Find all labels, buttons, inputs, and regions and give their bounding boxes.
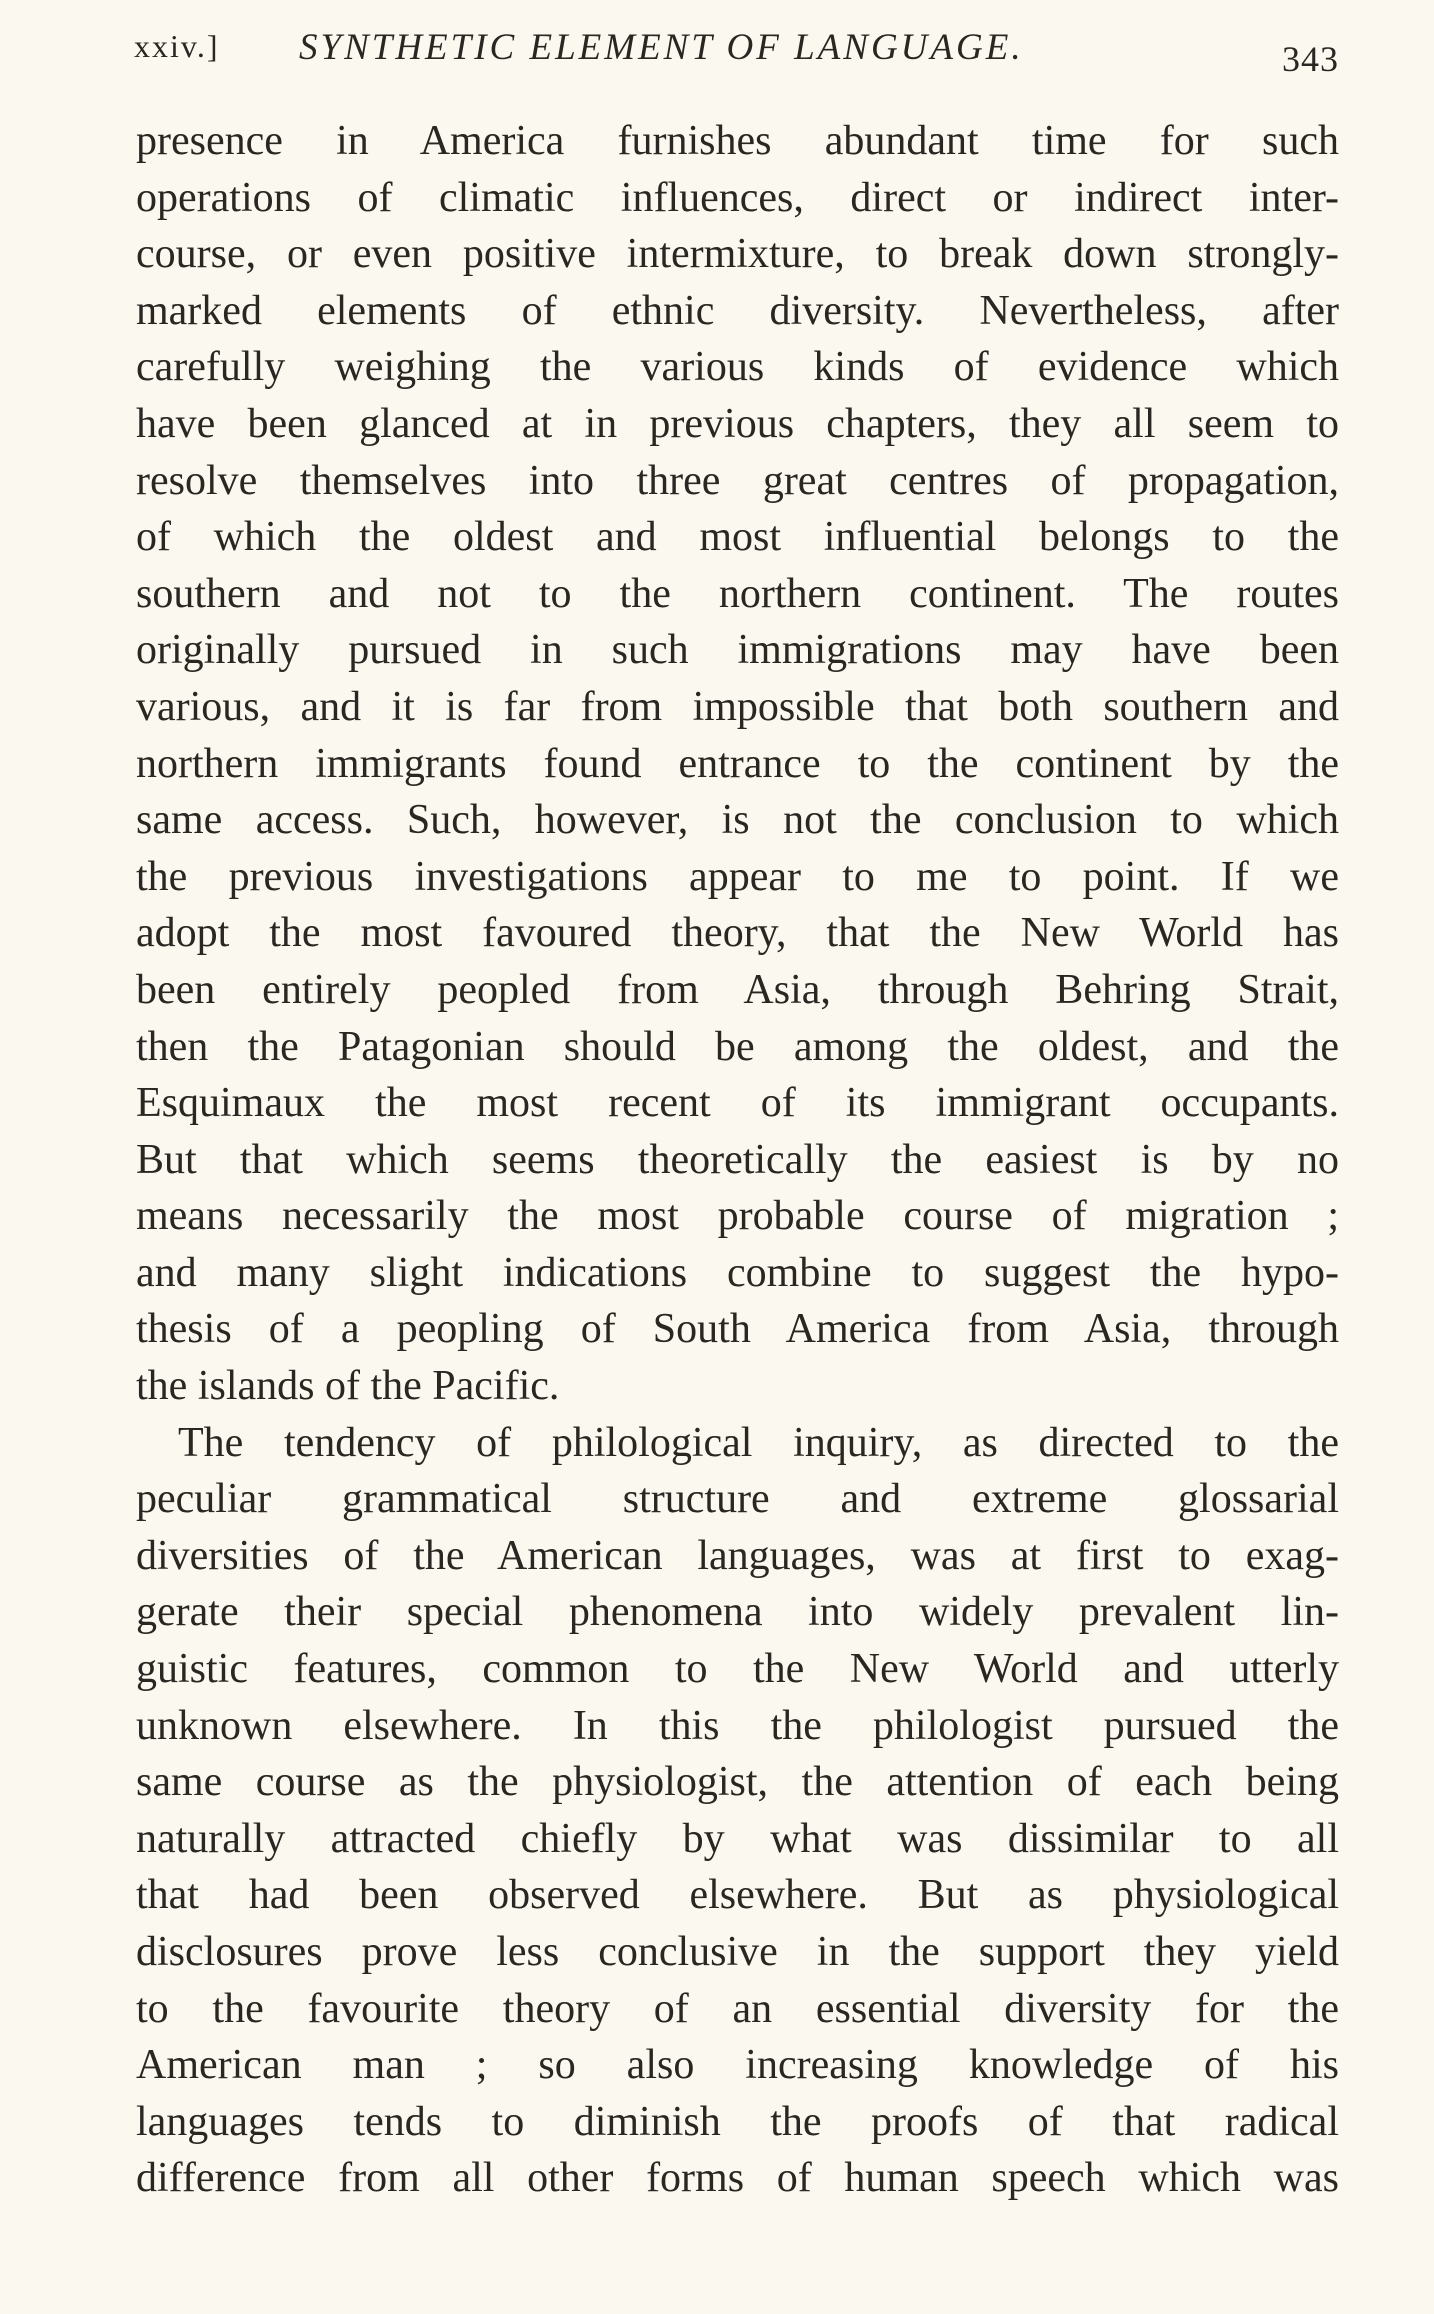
text-line: marked elements of ethnic diversity. Nevertheless, after [136,287,1339,334]
text-line: that had been observed elsewhere. But as physiological [136,1872,1339,1919]
text-line: unknown elsewhere. In this the philologist pursued the [136,1702,1339,1749]
text-line: diversities of the American languages, was at first to exag- [136,1532,1339,1579]
text-line: But that which seems theoretically the easiest is by no [136,1136,1339,1183]
running-head [134,18,1339,78]
text-line: disclosures prove less conclusive in the support they yield [136,1929,1339,1975]
page-number: 343 [1282,39,1339,79]
text-line: and many slight indications combine to suggest the hypo- [136,1249,1339,1296]
text-line: guistic features, common to the New World and utterly [136,1646,1339,1693]
text-line: means necessarily the most probable course of migration ; [136,1193,1339,1240]
text-line: presence in America furnishes abundant time for such [136,118,1339,164]
text-line: resolve themselves into three great centres of propagation, [136,457,1339,504]
chapter-number: xxiv.] [134,28,220,64]
text-line: northern immigrants found entrance to the continent by the [136,740,1339,787]
running-title: SYNTHETIC ELEMENT OF LANGUAGE. [299,27,1024,68]
text-line: The tendency of philological inquiry, as directed to the [178,1419,1339,1466]
text-line: adopt the most favoured theory, that the New World has [136,910,1339,957]
paragraph [136,113,1339,1415]
text-line: operations of climatic influences, direct or indirect inter- [136,174,1339,221]
text-line: peculiar grammatical structure and extreme glossarial [136,1476,1339,1523]
text-line: gerate their special phenomena into widely prevalent lin- [136,1589,1339,1636]
text-line: Esquimaux the most recent of its immigrant occupants. [136,1080,1339,1127]
text-line: same access. Such, however, is not the conclusion to which [136,797,1339,844]
text-line: then the Patagonian should be among the oldest, and the [136,1023,1339,1070]
text-line: difference from all other forms of human speech which was [136,2155,1339,2202]
text-line: the previous investigations appear to me to point. If we [136,853,1339,900]
body-text [136,113,1339,2207]
text-line: originally pursued in such immigrations may have been [136,627,1339,674]
text-line: of which the oldest and most influential belongs to the [136,514,1339,561]
text-line: various, and it is far from impossible that both southern and [136,683,1339,730]
text-line: have been glanced at in previous chapters, they all seem to [136,400,1339,447]
text-line: same course as the physiologist, the attention of each being [136,1759,1339,1806]
text-line: languages tends to diminish the proofs of that radical [136,2098,1339,2145]
paragraph [136,1415,1339,2207]
text-line: course, or even positive intermixture, to break down strongly- [136,231,1339,278]
text-line: southern and not to the northern continent. The routes [136,570,1339,617]
text-line: carefully weighing the various kinds of evidence which [136,344,1339,391]
text-line: thesis of a peopling of South America from Asia, through [136,1306,1339,1353]
text-line: American man ; so also increasing knowledge of his [136,2042,1339,2089]
text-line: the islands of the Pacific. [136,1363,560,1410]
text-line: to the favourite theory of an essential diversity for the [136,1985,1339,2032]
text-line: naturally attracted chiefly by what was dissimilar to all [136,1815,1339,1862]
text-line: been entirely peopled from Asia, through Behring Strait, [136,966,1339,1013]
